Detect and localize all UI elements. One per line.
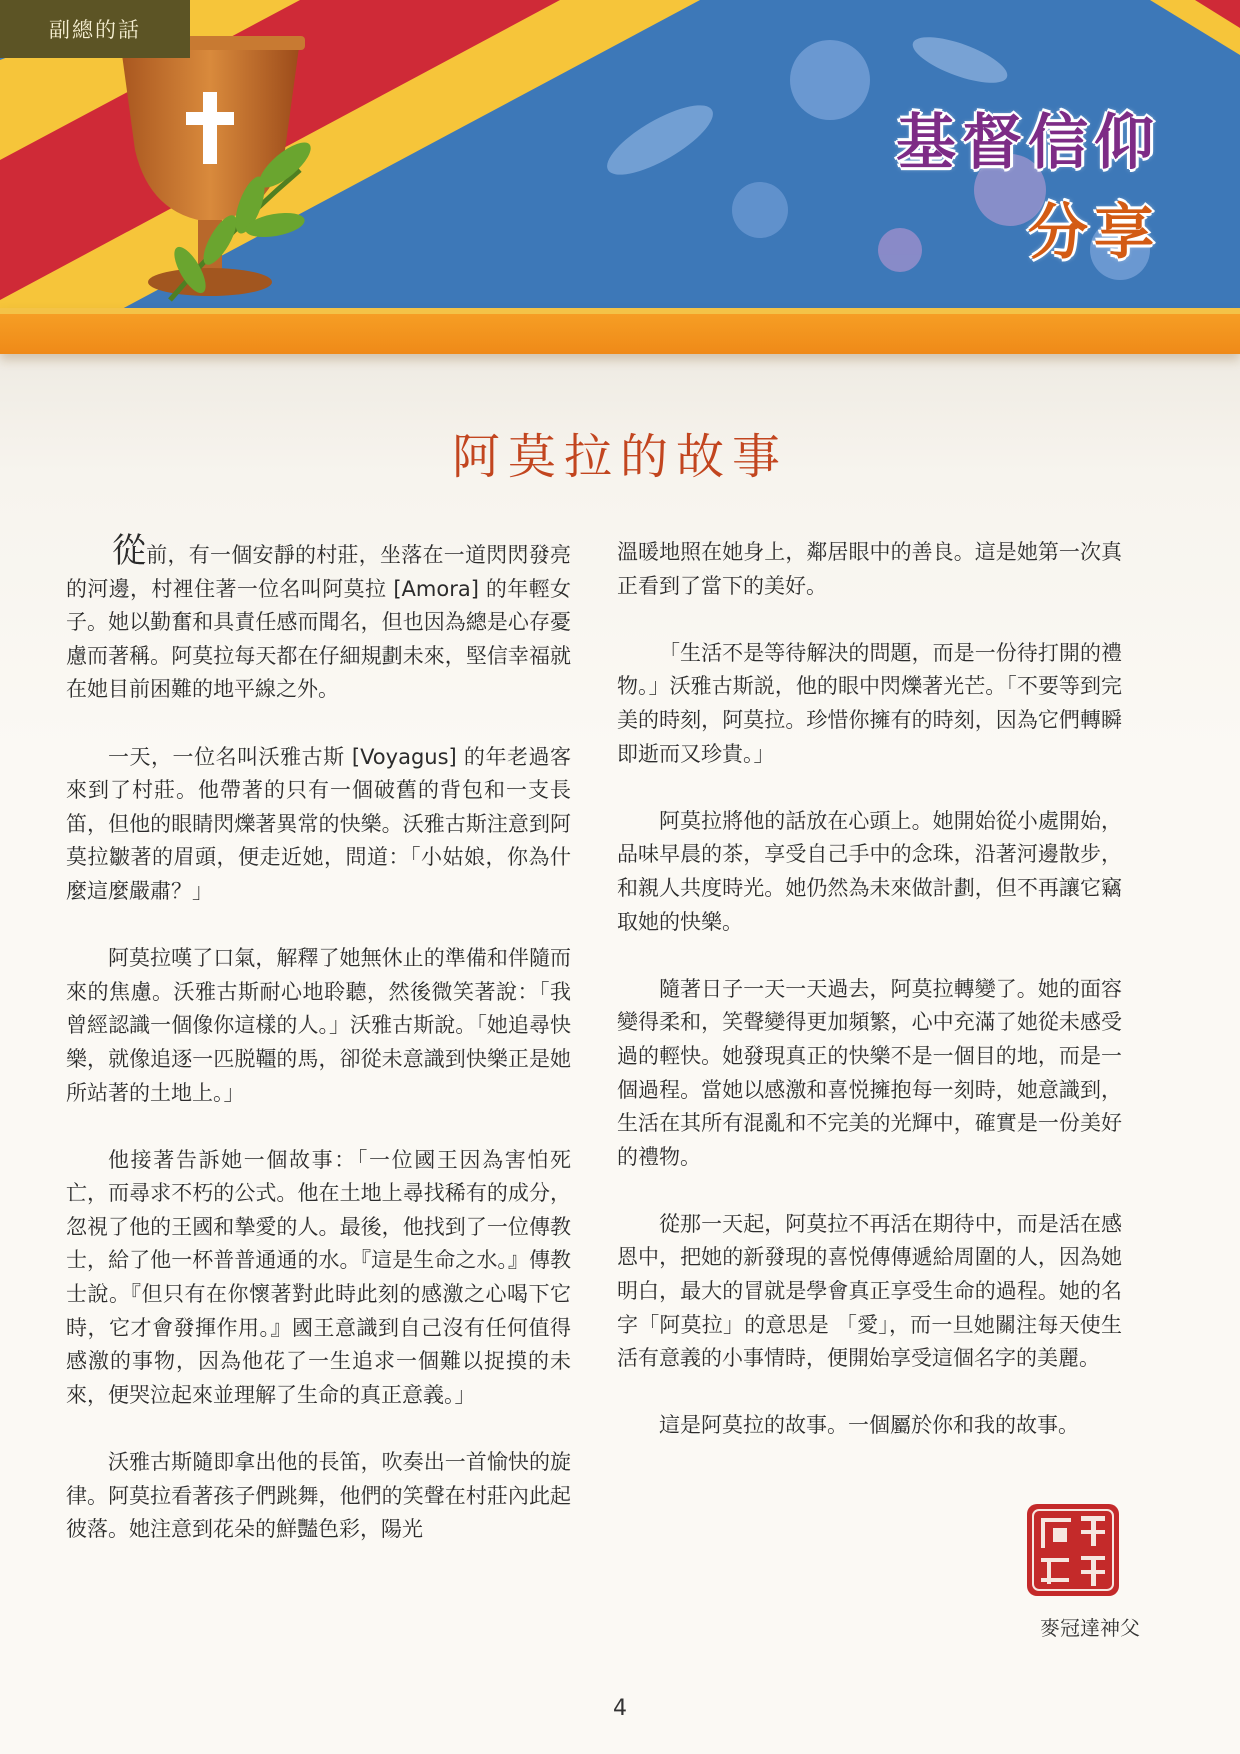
paragraph-5-continued: 溫暖地照在她身上，鄰居眼中的善良。這是她第一次真正看到了當下的美好。 — [617, 540, 1122, 598]
paragraph-10: 這是阿莫拉的故事。一個屬於你和我的故事。 — [659, 1413, 1079, 1438]
paragraph-4: 他接著告訴她一個故事：「一位國王因為害怕死亡，而尋求不朽的公式。他在土地上尋找稀有的成分，忽視了他的王國和摯愛的人。最後，他找到了一位傳教士，給了他一杯普普通通的水。『這是生命之水。』傳教士說。『但只有在你懷著對此時此刻的感激之心喝下它時，它才會發揮作用。』國王意識到自己沒有任何值得感激的事物，因為他花了一生追求一個難以捉摸的未來，便哭泣起來並理解了生命的真正意義。」 — [66, 1147, 571, 1407]
banner-title-line1: 基督信仰 — [896, 108, 1160, 178]
banner-title-line2: 分享 — [1028, 198, 1160, 268]
signer-name: 麥冠達神父 — [1040, 1616, 1140, 1640]
banner-bottom-bar — [0, 308, 1240, 354]
page-number: 4 — [613, 1696, 627, 1721]
paragraph-5: 沃雅古斯隨即拿出他的長笛，吹奏出一首愉快的旋律。阿莫拉看著孩子們跳舞，他們的笑聲在村莊內此起彼落。她注意到花朵的鮮豔色彩，陽光 — [66, 1450, 571, 1542]
paragraph-3: 阿莫拉嘆了口氣，解釋了她無休止的準備和伴隨而來的焦慮。沃雅古斯耐心地聆聽，然後微笑著說：「我曾經認識一個像你這樣的人。」沃雅古斯說。「她追尋快樂，就像追逐一匹脱韁的馬，卻從未意識到快樂正是她所站著的土地上。」 — [66, 946, 571, 1105]
paragraph-1 — [66, 531, 571, 707]
seal-stamp — [1025, 1502, 1121, 1598]
section-tab: 副總的話 — [0, 0, 190, 58]
article-title: 阿莫拉的故事 — [451, 429, 788, 485]
banner-title — [896, 95, 1160, 271]
paragraph-2: 一天，一位名叫沃雅古斯 [Voyagus] 的年老過客來到了村莊。他帶著的只有一個破舊的背包和一支長笛，但他的眼睛閃爍著異常的快樂。沃雅古斯注意到阿莫拉皺著的眉頭，便走近她，問道：「小姑娘，你為什麼這麼嚴肅？」 — [66, 744, 571, 903]
paragraph-6: 「生活不是等待解決的問題，而是一份待打開的禮物。」沃雅古斯説，他的眼中閃爍著光芒。「不要等到完美的時刻，阿莫拉。珍惜你擁有的時刻，因為它們轉瞬即逝而又珍貴。」 — [617, 640, 1122, 766]
drop-cap: 從 — [112, 531, 147, 571]
paragraph-8: 隨著日子一天一天過去，阿莫拉轉變了。她的面容變得柔和，笑聲變得更加頻繁，心中充滿了她從未感受過的輕快。她發現真正的快樂不是一個目的地，而是一個過程。當她以感激和喜悦擁抱每一刻時，她意識到，生活在其所有混亂和不完美的光輝中，確實是一份美好的禮物。 — [617, 976, 1122, 1169]
paragraph-9: 從那一天起，阿莫拉不再活在期待中，而是活在感恩中，把她的新發現的喜悦傳傳遞給周圍的人，因為她明白，最大的冒就是學會真正享受生命的過程。她的名字「阿莫拉」的意思是 「愛」，而一旦她關注每天使生活有意義的小事情時，便開始享受這個名字的美麗。 — [617, 1211, 1122, 1371]
right-column — [617, 536, 1122, 1477]
left-column — [66, 531, 571, 1580]
paragraph-7: 阿莫拉將他的話放在心頭上。她開始從小處開始，品味早晨的茶，享受自己手中的念珠，沿著河邊散步，和親人共度時光。她仍然為未來做計劃，但不再讓它竊取她的快樂。 — [617, 808, 1122, 934]
header-banner — [0, 0, 1240, 310]
paragraph-1-text: 前，有一個安靜的村莊，坐落在一道閃閃發亮的河邊，村裡住著一位名叫阿莫拉 [Amora] 的年輕女子。她以勤奮和具責任感而聞名，但也因為總是心存憂慮而著稱。阿莫拉每天都在仔細規劃未來，堅信幸福就在她目前困難的地平線之外。 — [66, 543, 571, 702]
